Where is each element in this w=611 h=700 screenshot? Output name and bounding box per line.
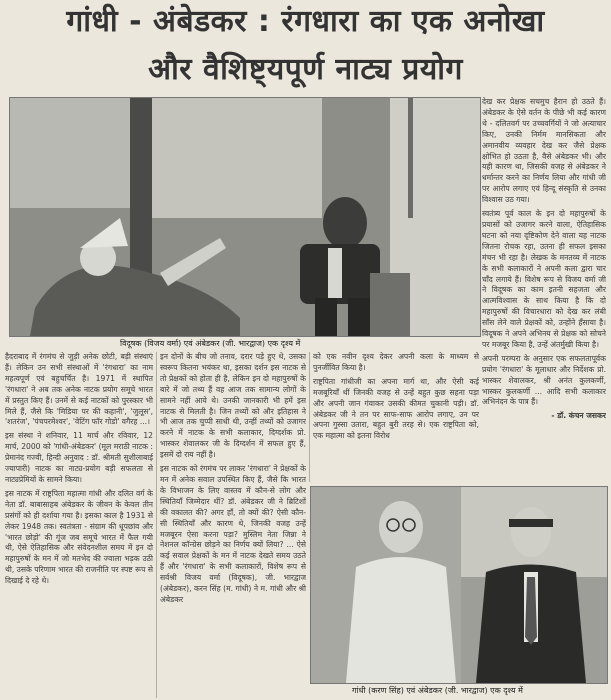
body-column-3 [313, 352, 479, 478]
paragraph: हैदराबाद में रंगमंच से जुड़ी अनेक छोटी, बड़ी संस्थाएं हैं। लेकिन उन सभी संस्थाओं में 'रंगधारा' का नाम महत्वपूर्ण एवं बहुचर्चित है। 1971 में स्थापित 'रंगधारा' ने अब तक अनेक नाटक प्रयोग समूचे भारत में प्रस्तुत किए हैं। उनमें से कई नाटकों को पुरस्कार भी मिले हैं, जैसे कि 'मिडिया पर की कहानी', 'जुलूस', 'शतरंज', 'पंचपरमेश्वर', 'वेटिंग फॉर गोडो' वगैरह ...। [5, 352, 153, 427]
column-divider [156, 352, 157, 698]
paragraph: इस नाटक में राष्ट्रपिता महात्मा गांधी और दलित वर्ग के नेता डॉ. बाबासाहब अंबेडकर के जीवन के केवल तीन प्रसंगों को ही दर्शाया गया है। इसका काल है 1931 से लेकर 1948 तक। स्वतंत्रता - संग्राम की धूपछांव और 'भारत छोड़ो' की गूंज जब समूचे भारत में फैल गयी थी, ऐसे ऐतिहासिक और संवेदनशील समय में इन दो महापुरुषों के मन में जो मतभेद की ज्वाला भड़क उठी थी, उसके परिणाम भारत की राजनीति पर स्पष्ट रूप से दिखाई दे रहे थे। [5, 488, 153, 586]
stage-scene-image [311, 487, 607, 683]
column-divider [309, 352, 310, 482]
paragraph: इन दोनों के बीच जो तनाव, दरार पड़े हुए थे, उसका स्वरूप कितना भयंकर था, इसका दर्शन इस नाटक से तो प्रेक्षकों को होता ही है, लेकिन इन दो महापुरुषों के बारे में जो तथ्य हैं वह आज तक सामान्य लोगों के सामने नहीं आये थे। उनकी जानकारी भी हमें इस नाटक से मिलती है। जिन तथ्यों को और इतिहास ने भी आज तक चुप्पी साधी थी, उन्हीं तथ्यों को उजागर करने में नाटक के सभी कलाकार, दिग्दर्शक प्रो. भास्कर शेवालकर जी के दिग्दर्शन में सफल हुए हैं, इसमें दो राय नहीं है। [160, 352, 306, 460]
bottom-photo [310, 486, 608, 684]
paragraph: अपनी परम्परा के अनुसार एक सफलतापूर्वक प्रयोग 'रंगधारा' के मूलाधार और निर्देशक प्रो. भास्कर शेवालकर, श्री अनंत कुलकर्णी, भास्कर कुलकर्णी ... आदि सभी कलाकार अभिनंदन के पात्र हैं। [482, 353, 606, 407]
paragraph: राष्ट्रपिता गांधीजी का अपना मार्ग था, और ऐसी कई मजबूरियाँ थीं जिनकी वजह से उन्हें बहुत कुछ सहना पड़ा और अपनी जान गंवाकर उसकी कीमत चुकानी पड़ी। डॉ. अंबेडकर जी ने तन पर साफ-साफ आरोप लगाए, उन पर अपना गुस्सा उतारा, बहुत बुरी तरह से। एक राष्ट्रपिता को, एक महात्मा को इतना विरोध [313, 376, 479, 441]
paragraph: को एक नवीन दृश्य देकर अपनी कला के माध्यम से पुनर्जीवित किया है। [313, 352, 479, 372]
headline-line-2: और वैशिष्ट्यपूर्ण नाट्य प्रयोग [148, 52, 463, 87]
bottom-photo-caption: गांधी (करण सिंह) एवं अंबेडकर (जी. भारद्वाज) एक दृश्य में [352, 686, 523, 695]
top-photo [9, 97, 481, 337]
top-photo-caption: विदूषक (विजय वर्मा) एवं अंबेडकर (जी. भारद्वाज) एक दृश्य में [120, 339, 301, 348]
author-signature: - डॉ. कंचन जसकर [551, 411, 606, 421]
right-column-text [482, 97, 606, 477]
paragraph: इस नाटक को रंगमंच पर लाकर 'रंगधारा' ने प्रेक्षकों के मन में अनेक सवाल उपस्थित किए हैं, जैसे कि भारत के विभाजन के लिए वास्तव में कौन-से लोग और स्थितियाँ जिम्मेदार थीं? डॉ. अंबेडकर जी ने ब्रिटिशों की वकालत की? अगर हाँ, तो क्यों की? ऐसी कौन-सी स्थितियाँ और कारण थे, जिनकी वजह उन्हें मजबूरन ऐसा करना पड़ा? मुस्लिम नेता जिन्ना ने नेशनल कॉन्ग्रेस छोड़ने का निर्णय क्यों लिया? ... ऐसे कई सवाल प्रेक्षकों के मन में नाटक देखते समय उठते हैं और 'रंगधारा' के सभी कलाकारों, विशेष रूप से सर्वश्री विजय वर्मा (विदूषक), जी. भारद्वाज (अंबेडकर), करन सिंह (म. गांधी) ने म. गांधी और श्री अंबेडकर [160, 464, 306, 604]
body-column-2 [160, 352, 306, 698]
headline-line-1: गांधी - अंबेडकर : रंगधारा का एक अनोखा [66, 4, 545, 39]
stage-scene-image [10, 98, 480, 336]
paragraph: देख कर प्रेक्षक सचमुच हैरान हो उठते हैं। अंबेडकर के ऐसे वर्तन के पीछे भी कई कारण थे - दलितवर्ग पर उच्चवर्गियों ने जो अत्याचार किए, उनकी निर्मम मानसिकता और अमानवीय व्यवहार देख कर जैसे प्रेक्षक क्षोभित हो उठता है, वैसे अंबेडकर भी। और यही कारण था, जिसकी वजह से अंबेडकर ने धर्मान्तर करने का निर्णय लिया और गांधी जी पर आरोप लगाए एवं हिन्दू संस्कृति से उनका विश्वास उठ गया। [482, 97, 606, 205]
paragraph: इस संस्था ने शनिवार, 11 मार्च और रविवार, 12 मार्च, 2000 को 'गांधी-अंबेडकर' (मूल मराठी नाटक : प्रेमानंद गज्वी, हिन्दी अनुवाद : डॉ. श्रीमती सुशीलाबाई ज्यापारी) नाटक का नाट्य-प्रयोग बड़ी सफलता से नाट्यप्रेमियों के सामने किया। [5, 431, 153, 484]
paragraph: स्वतंत्र्य पूर्व काल के इन दो महापुरुषों के प्रयासों को उजागर करने वाला, ऐतिहासिक घटना को नया दृष्टिकोण देने वाला यह नाटक जितना रोचक रहा, उतना ही सफल इसका मंचन भी रहा है। लेखक के मनतव्य में नाटक के सभी कलाकारों ने अपनी कला द्वारा चार चाँद लगाये हैं। विशेष रूप से विजय वर्मा जी ने विदूषक का काम इतनी सहजता और आत्मविश्वास के साथ किया है कि दो महापुरुषों की विचारधारा को देख कर लंबी साँस लेने वाले प्रेक्षकों को, उन्होंने हँसाया है। विदूषक ने अपने अभिनय से प्रेक्षक को सोचने पर मजबूर किया है, उन्हें अंतर्मुखी किया है। [482, 209, 606, 349]
body-column-1 [5, 352, 153, 698]
